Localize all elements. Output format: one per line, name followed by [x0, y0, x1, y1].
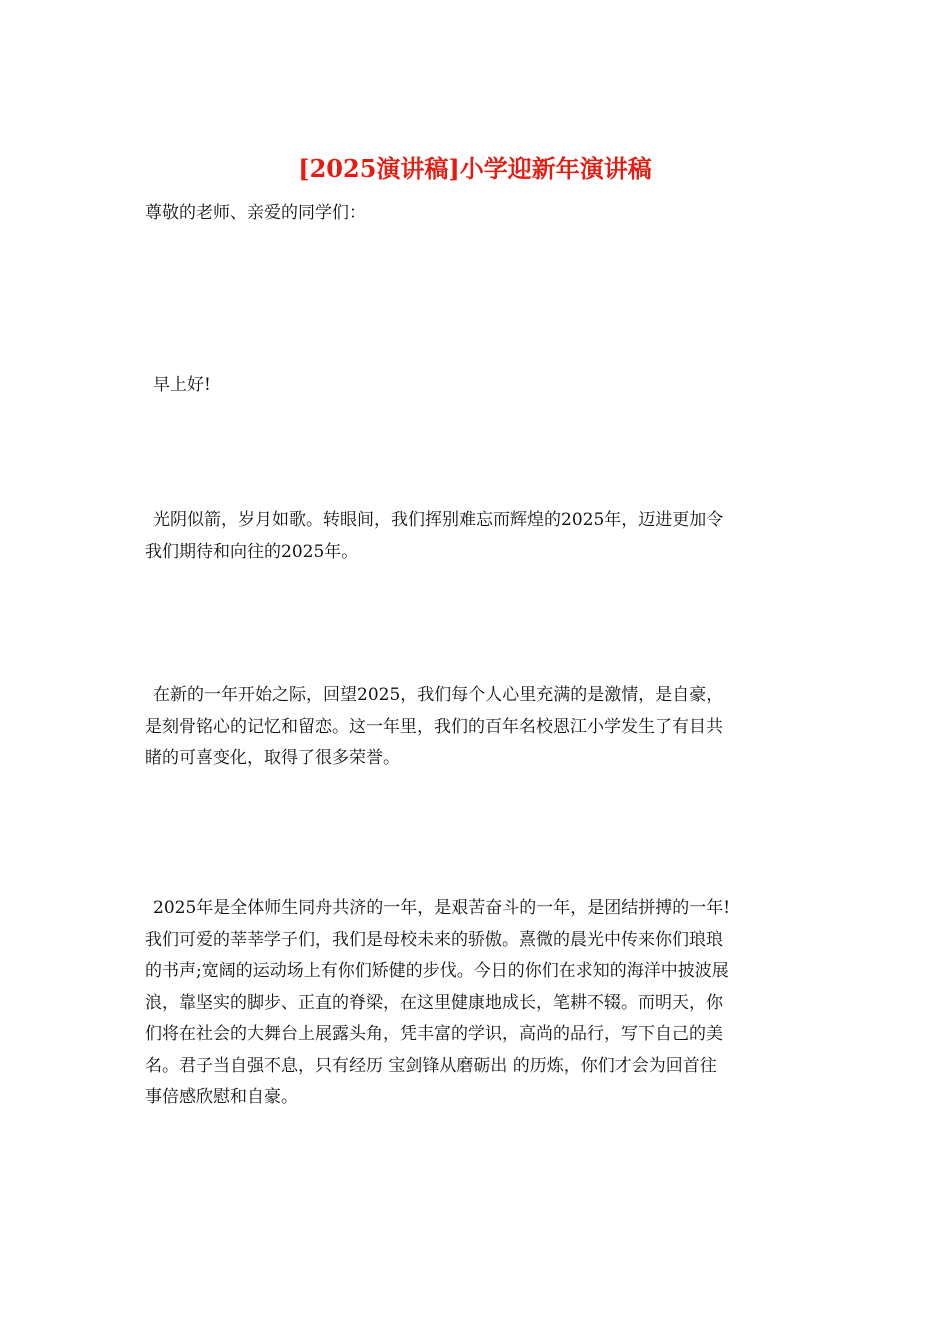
paragraph-line: 浪，靠坚实的脚步、正直的脊梁，在这里健康地成长，笔耕不辍。而明天，你: [145, 992, 723, 1013]
paragraph-line: 名。君子当自强不息，只有经历 宝剑锋从磨砺出 的历炼，你们才会为回首往: [145, 1055, 717, 1076]
paragraph-line: 我们期待和向往的2025年。: [145, 541, 359, 562]
salutation: 尊敬的老师、亲爱的同学们：: [145, 203, 366, 223]
paragraph-line: 2025年是全体师生同舟共济的一年，是艰苦奋斗的一年，是团结拼搏的一年!: [153, 898, 731, 918]
paragraph-line: 们将在社会的大舞台上展露头角，凭丰富的学识，高尚的品行，写下自己的美: [145, 1024, 723, 1044]
greeting: 早上好!: [153, 375, 211, 395]
paragraph-line: 的书声;宽阔的运动场上有你们矫健的步伐。今日的你们在求知的海洋中披波展: [145, 961, 729, 981]
paragraph-line: 我们可爱的莘莘学子们，我们是母校未来的骄傲。熹微的晨光中传来你们琅琅: [145, 929, 723, 950]
document-title: [2025演讲稿]小学迎新年演讲稿: [298, 154, 652, 183]
paragraph-line: 是刻骨铭心的记忆和留恋。这一年里，我们的百年名校恩江小学发生了有目共: [145, 716, 723, 737]
paragraph-line: 光阴似箭，岁月如歌。转眼间，我们挥别难忘而辉煌的2025年，迈进更加令: [153, 510, 724, 530]
paragraph-line: 睹的可喜变化，取得了很多荣誉。: [145, 748, 400, 768]
paragraph-2: [145, 680, 805, 775]
paragraph-line: 在新的一年开始之际，回望2025，我们每个人心里充满的是激情，是自豪，: [153, 685, 724, 705]
paragraph-3: [145, 893, 805, 1114]
paragraph-1: [145, 505, 805, 568]
paragraph-line: 事倍感欣慰和自豪。: [145, 1087, 298, 1107]
